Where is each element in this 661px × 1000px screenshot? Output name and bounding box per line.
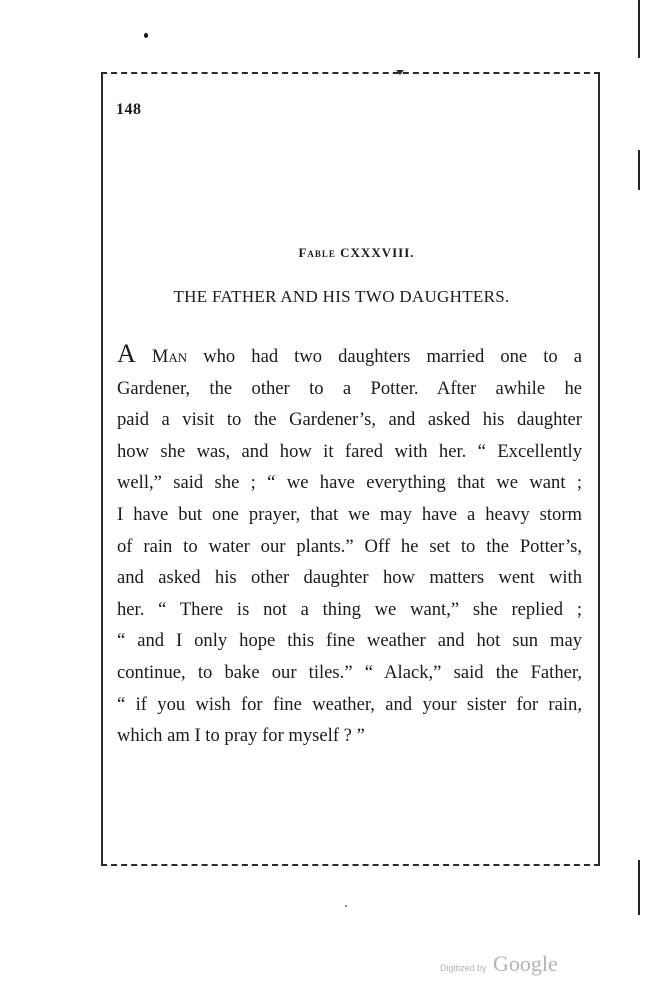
body-line-text: who had two daughters married one to a — [187, 346, 582, 367]
body-line: how she was, and how it fared with her. “ Excellently — [117, 440, 582, 462]
body-line-last: which am I to pray for myself ? ” — [117, 725, 365, 747]
body-line: of rain to water our plants.” Off he set to the Potter’s, — [117, 535, 582, 557]
page-edge-line — [638, 0, 640, 58]
stray-mark — [345, 905, 347, 907]
first-word: Man — [151, 346, 188, 367]
page-number: 148 — [116, 101, 142, 118]
body-line-1 — [117, 341, 582, 373]
body-line: “ if you wish for fine weather, and your sister for rain, — [117, 693, 582, 715]
drop-cap: A — [117, 339, 136, 368]
digitized-watermark — [440, 951, 558, 977]
page-edge-line — [638, 860, 640, 915]
page-edge-line — [638, 150, 640, 190]
body-line: continue, to bake our tiles.” “ Alack,” said the Father, — [117, 661, 582, 683]
frame-notch — [396, 70, 404, 75]
body-line: paid a visit to the Gardener’s, and asked his daughter — [117, 409, 582, 431]
fable-body — [117, 341, 582, 752]
fable-title: THE FATHER AND HIS TWO DAUGHTERS. — [173, 287, 510, 306]
body-line: and asked his other daughter how matters went with — [117, 567, 582, 589]
body-line: well,” said she ; “ we have everything that we want ; — [117, 472, 582, 494]
body-line: I have but one prayer, that we may have a heavy storm — [117, 503, 582, 525]
google-logo-text: Google — [492, 951, 558, 976]
body-line: Gardener, the other to a Potter. After awhile he — [117, 377, 582, 399]
digitized-by-label: Digitized by — [440, 963, 487, 973]
body-line: “ and I only hope this fine weather and hot sun may — [117, 630, 582, 652]
body-line: her. “ There is not a thing we want,” she replied ; — [117, 598, 582, 620]
fable-number: Fable CXXXVIII. — [298, 245, 415, 260]
ink-speck — [144, 33, 148, 38]
